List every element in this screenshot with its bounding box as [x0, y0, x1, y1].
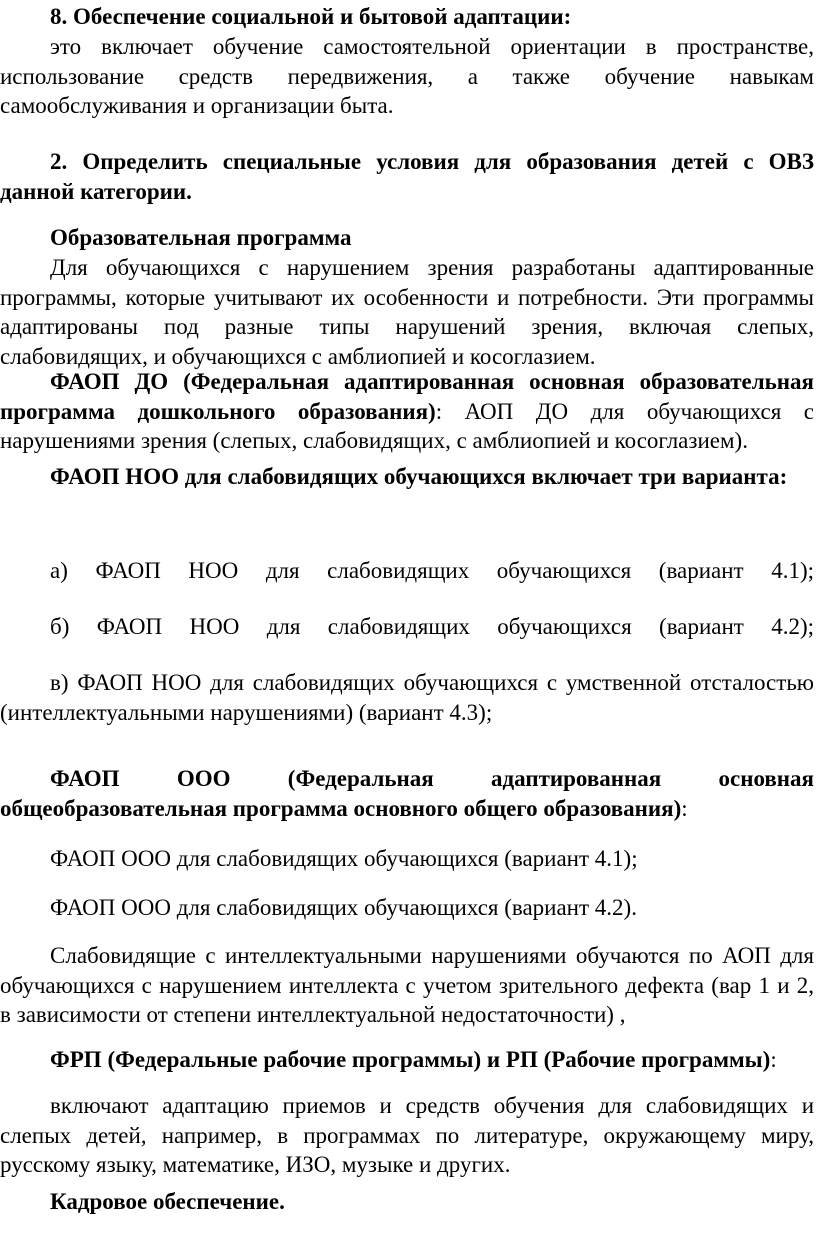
intellect-paragraph: Слабовидящие с интеллектуальными нарушениями обучаются по АОП для обучающихся с нарушением интеллекта с учетом зрительного дефекта (вар 1 и 2, в зависимости от степени интеллектуальной недостаточности) , [0, 943, 814, 1027]
frp-title: ФРП (Федеральные рабочие программы) и РП (Рабочие программы) [50, 1047, 771, 1072]
section-2-heading: 2. Определить специальные условия для образования детей с ОВЗ данной категории. [0, 149, 814, 204]
frp-text: включают адаптацию приемов и средств обучения для слабовидящих и слепых детей, например, в программах по литературе, окружающему миру, русскому языку, математике, ИЗО, музыке и других. [0, 1093, 814, 1177]
faop-do-paragraph [0, 367, 814, 456]
faop-ooo-variant-2: ФАОП ООО для слабовидящих обучающихся (вариант 4.2). [50, 895, 637, 920]
faop-do-text: : АОП ДО для обучающихся с нарушениями зрения (слепых, слабовидящих, с амблиопией и косоглазием). [0, 398, 814, 453]
frp-colon: : [770, 1047, 777, 1072]
frp-heading [0, 1045, 814, 1075]
faop-noo-variant-c: в) ФАОП НОО для слабовидящих обучающихся с умственной отсталостью (интеллектуальными нарушениями) (вариант 4.3); [0, 670, 814, 725]
faop-noo-variant-a: а) ФАОП НОО для слабовидящих обучающихся (вариант 4.1); [50, 558, 814, 583]
program-heading: Образовательная программа [50, 225, 352, 250]
faop-do-title: ФАОП ДО (Федеральная адаптированная основная образовательная программа дошкольного образования) [0, 369, 814, 424]
section-8-text: это включает обучение самостоятельной ориентации в пространстве, использование средств передвижения, а также обучение навыкам самообслуживания и организации быта. [0, 34, 814, 118]
faop-ooo-title: ФАОП ООО (Федеральная адаптированная основная общеобразовательная программа основного общего образования) [0, 766, 814, 821]
faop-noo-variant-b: б) ФАОП НОО для слабовидящих обучающихся (вариант 4.2); [50, 614, 814, 639]
staff-heading: Кадровое обеспечение. [50, 1189, 285, 1214]
section-8-heading: 8. Обеспечение социальной и бытовой адаптации: [50, 4, 572, 29]
faop-ooo-variant-1: ФАОП ООО для слабовидящих обучающихся (вариант 4.1); [50, 846, 638, 871]
faop-noo-heading: ФАОП НОО для слабовидящих обучающихся включает три варианта: [50, 464, 788, 489]
faop-ooo-paragraph [0, 764, 814, 823]
program-text: Для обучающихся с нарушением зрения разработаны адаптированные программы, которые учитывают их особенности и потребности. Эти программы адаптированы под разные типы нарушений зрения, включая слепых, слабовидящих, и обучающихся с амблиопией и косоглазием. [0, 255, 814, 369]
faop-ooo-colon: : [681, 795, 688, 821]
